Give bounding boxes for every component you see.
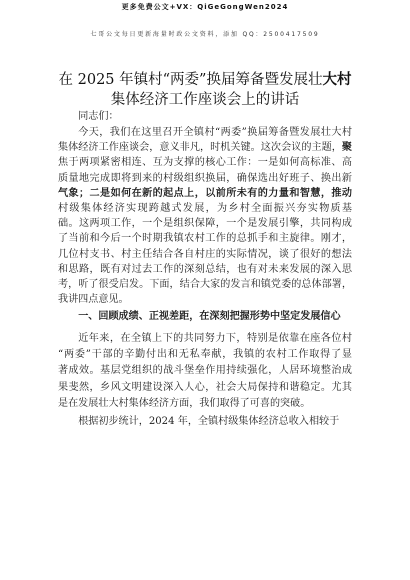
paragraph-line: 近年来，在全镇上下的共同努力下，特别是依靠在座各位村 xyxy=(78,333,352,344)
salutation: 同志们： xyxy=(78,111,119,122)
emphasis-text: 气象；二是如何在新的起点上，以前所未有的力量和智慧，推动 xyxy=(58,187,352,199)
paragraph-line: 和思路，既有对过去工作的深刻总结，也有对未来发展的深入思 xyxy=(58,263,352,275)
paragraph-line: 质量地完成即将到来的村级组织换届，确保选出好班子、换出新 xyxy=(58,172,352,184)
paragraph-line: 了当前和今后一个时期我镇农村工作的总抓手和主旋律。刚才， xyxy=(58,233,352,245)
title-line: 集体经济工作座谈会上的讲话 xyxy=(110,92,300,108)
paragraph-line: 焦于两项紧密相连、互为支撑的核心工作：一是如何高标准、高 xyxy=(58,157,352,169)
header-notice-text: 七哥公文每日更新海量时政公文资料，添加 QQ：2500417509 xyxy=(90,31,320,38)
section-heading: 一、回顾成绩、正视差距，在深刻把握形势中坚定发展信心 xyxy=(78,311,341,322)
emphasis-text: 聚 xyxy=(341,142,352,154)
paragraph-line: 著成效。基层党组织的战斗堡垒作用持续强化，人居环境整治成 xyxy=(58,365,352,377)
header-promo-text: 更多免费公文+VX：QiGeGongWen2024 xyxy=(121,3,289,11)
paragraph-line: “两委”干部的辛勤付出和无私奉献，我镇的农村工作取得了显 xyxy=(58,349,352,361)
paragraph-line: 几位村支书、村主任结合各自村庄的实际情况，谈了很好的想法 xyxy=(58,248,352,260)
paragraph-line: 根据初步统计，2024 年，全镇村级集体经济总收入相较于 xyxy=(78,416,340,427)
document-title xyxy=(0,70,410,110)
paragraph-line: 础。这两项工作，一个是组织保障，一个是发展引擎，共同构成 xyxy=(58,218,352,230)
paragraph-line xyxy=(58,140,352,155)
title-emphasis: 大村 xyxy=(322,71,352,88)
paragraph-line: 今天，我们在这里召开全镇村“两委”换届筹备暨发展壮大村 xyxy=(78,127,352,138)
line-text: 集体经济工作座谈会，意义非凡，时机关键。这次会议的主题， xyxy=(58,142,342,154)
paragraph-line: 村级集体经济实现跨越式发展，为乡村全面振兴夯实物质基 xyxy=(58,203,352,215)
title-text: 在 2025 年镇村“两委”换届筹备暨发展壮 xyxy=(58,72,323,88)
paragraph-line: 我讲四点意见。 xyxy=(58,294,129,306)
paragraph xyxy=(58,125,352,307)
paragraph-line xyxy=(58,186,352,201)
paragraph xyxy=(58,414,352,430)
paragraph-line: 是在发展壮大村集体经济方面，我们取得了可喜的突破。 xyxy=(58,397,311,409)
paragraph-line: 果斐然，乡风文明建设深入人心，社会大局保持和谐稳定。尤其 xyxy=(58,381,352,393)
paragraph xyxy=(58,331,352,412)
title-line xyxy=(0,70,410,90)
paragraph-line: 考，听了很受启发。下面，结合大家的发言和镇党委的总体部署， xyxy=(58,279,352,291)
